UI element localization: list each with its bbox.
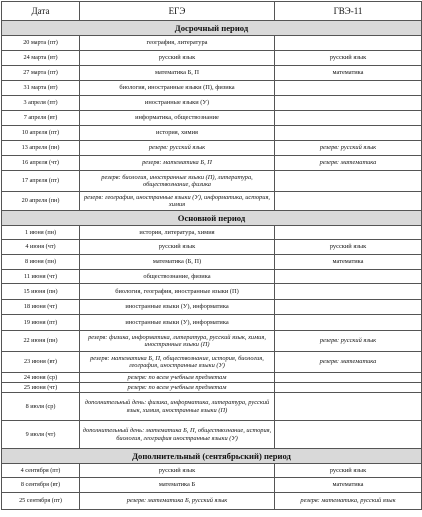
gve-cell <box>275 393 422 421</box>
schedule-row <box>2 383 422 393</box>
date-cell: 27 марта (пт) <box>2 66 80 81</box>
date-cell: 25 июня (чт) <box>2 383 80 393</box>
ege-cell: резерв: география, иностранные языки (У), информатика, история, химия <box>80 192 275 211</box>
section-title: Досрочный период <box>2 21 422 36</box>
section-header-row <box>2 211 422 226</box>
schedule-row <box>2 141 422 156</box>
header-gve: ГВЭ-11 <box>275 2 422 21</box>
schedule-row <box>2 171 422 192</box>
schedule-row <box>2 126 422 141</box>
gve-cell <box>275 373 422 383</box>
section-header-row <box>2 21 422 36</box>
section-title: Дополнительный (сентябрьский) период <box>2 449 422 464</box>
section-title: Основной период <box>2 211 422 226</box>
schedule-row <box>2 393 422 421</box>
gve-cell: математика <box>275 66 422 81</box>
section-header-row <box>2 449 422 464</box>
date-cell: 18 июня (чт) <box>2 300 80 315</box>
ege-cell: обществознание, физика <box>80 270 275 284</box>
date-cell: 1 июня (пн) <box>2 226 80 240</box>
table-body <box>2 21 422 510</box>
exam-schedule-table <box>1 1 422 510</box>
date-cell: 20 марта (пт) <box>2 36 80 51</box>
schedule-row <box>2 255 422 270</box>
ege-cell: резерв: биология, иностранные языки (П), литература, обществознание, физика <box>80 171 275 192</box>
ege-cell: иностранные языки (У) <box>80 96 275 111</box>
ege-cell: русский язык <box>80 464 275 478</box>
gve-cell <box>275 284 422 300</box>
gve-cell: русский язык <box>275 464 422 478</box>
schedule-row <box>2 240 422 255</box>
date-cell: 8 июля (ср) <box>2 393 80 421</box>
date-cell: 19 июня (пт) <box>2 315 80 331</box>
ege-cell: история, литература, химия <box>80 226 275 240</box>
schedule-row <box>2 66 422 81</box>
schedule-row <box>2 464 422 478</box>
ege-cell: история, химия <box>80 126 275 141</box>
gve-cell <box>275 192 422 211</box>
ege-cell: резерв: физика, информатика, литература, русский язык, химия, иностранные языки (П) <box>80 331 275 352</box>
date-cell: 3 апреля (пт) <box>2 96 80 111</box>
date-cell: 24 июня (ср) <box>2 373 80 383</box>
gve-cell <box>275 96 422 111</box>
ege-cell: дополнительный день: математика Б, П, обществознание, история, биология, география иностранные языки (У) <box>80 421 275 449</box>
gve-cell: резерв: математика <box>275 352 422 373</box>
ege-cell: биология, география, иностранные языки (П) <box>80 284 275 300</box>
date-cell: 25 сентября (пт) <box>2 493 80 510</box>
date-cell: 17 апреля (пт) <box>2 171 80 192</box>
ege-cell: резерв: математика Б, П <box>80 156 275 171</box>
schedule-row <box>2 315 422 331</box>
ege-cell: иностранные языки (У), информатика <box>80 315 275 331</box>
ege-cell: русский язык <box>80 51 275 66</box>
schedule-row <box>2 156 422 171</box>
header-ege: ЕГЭ <box>80 2 275 21</box>
schedule-row <box>2 270 422 284</box>
date-cell: 16 апреля (чт) <box>2 156 80 171</box>
ege-cell: математика Б <box>80 478 275 493</box>
schedule-row <box>2 51 422 66</box>
schedule-row <box>2 493 422 510</box>
schedule-row <box>2 331 422 352</box>
ege-cell: резерв: русский язык <box>80 141 275 156</box>
schedule-row <box>2 226 422 240</box>
gve-cell: резерв: русский язык <box>275 331 422 352</box>
gve-cell: резерв: математика, русский язык <box>275 493 422 510</box>
ege-cell: биология, иностранные языки (П), физика <box>80 81 275 96</box>
schedule-row <box>2 111 422 126</box>
schedule-row <box>2 192 422 211</box>
date-cell: 20 апреля (пн) <box>2 192 80 211</box>
date-cell: 15 июня (пн) <box>2 284 80 300</box>
date-cell: 7 апреля (вт) <box>2 111 80 126</box>
gve-cell <box>275 36 422 51</box>
ege-cell: резерв: по всем учебным предметам <box>80 383 275 393</box>
ege-cell: резерв: математика Б, П, обществознание, история, биология, география, иностранные языки (У) <box>80 352 275 373</box>
gve-cell <box>275 315 422 331</box>
ege-cell: математика (Б, П) <box>80 255 275 270</box>
ege-cell: информатика, обществознание <box>80 111 275 126</box>
schedule-row <box>2 352 422 373</box>
ege-cell: дополнительный день: физика, информатика, литература, русский язык, химия, иностранные языки (П) <box>80 393 275 421</box>
ege-cell: математика Б, П <box>80 66 275 81</box>
date-cell: 10 апреля (пт) <box>2 126 80 141</box>
gve-cell: математика <box>275 255 422 270</box>
ege-cell: резерв: по всем учебным предметам <box>80 373 275 383</box>
schedule-row <box>2 96 422 111</box>
schedule-row <box>2 300 422 315</box>
gve-cell <box>275 300 422 315</box>
gve-cell <box>275 81 422 96</box>
date-cell: 31 марта (вт) <box>2 81 80 96</box>
schedule-row <box>2 284 422 300</box>
ege-cell: иностранные языки (У), информатика <box>80 300 275 315</box>
table-header-row <box>2 2 422 21</box>
schedule-row <box>2 421 422 449</box>
date-cell: 24 марта (вт) <box>2 51 80 66</box>
date-cell: 9 июля (чт) <box>2 421 80 449</box>
schedule-row <box>2 373 422 383</box>
header-date: Дата <box>2 2 80 21</box>
gve-cell: резерв: математика <box>275 156 422 171</box>
schedule-row <box>2 81 422 96</box>
schedule-row <box>2 478 422 493</box>
gve-cell <box>275 111 422 126</box>
gve-cell <box>275 126 422 141</box>
gve-cell <box>275 270 422 284</box>
gve-cell: резерв: русский язык <box>275 141 422 156</box>
date-cell: 8 июня (пн) <box>2 255 80 270</box>
gve-cell: русский язык <box>275 240 422 255</box>
date-cell: 4 июня (чт) <box>2 240 80 255</box>
ege-cell: география, литература <box>80 36 275 51</box>
date-cell: 4 сентября (пт) <box>2 464 80 478</box>
date-cell: 13 апреля (пн) <box>2 141 80 156</box>
date-cell: 8 сентября (вт) <box>2 478 80 493</box>
gve-cell <box>275 421 422 449</box>
gve-cell: математика <box>275 478 422 493</box>
date-cell: 22 июня (пн) <box>2 331 80 352</box>
gve-cell <box>275 171 422 192</box>
gve-cell: русский язык <box>275 51 422 66</box>
gve-cell <box>275 383 422 393</box>
gve-cell <box>275 226 422 240</box>
date-cell: 11 июня (чт) <box>2 270 80 284</box>
schedule-row <box>2 36 422 51</box>
date-cell: 23 июня (вт) <box>2 352 80 373</box>
ege-cell: резерв: математика Б, русский язык <box>80 493 275 510</box>
ege-cell: русский язык <box>80 240 275 255</box>
